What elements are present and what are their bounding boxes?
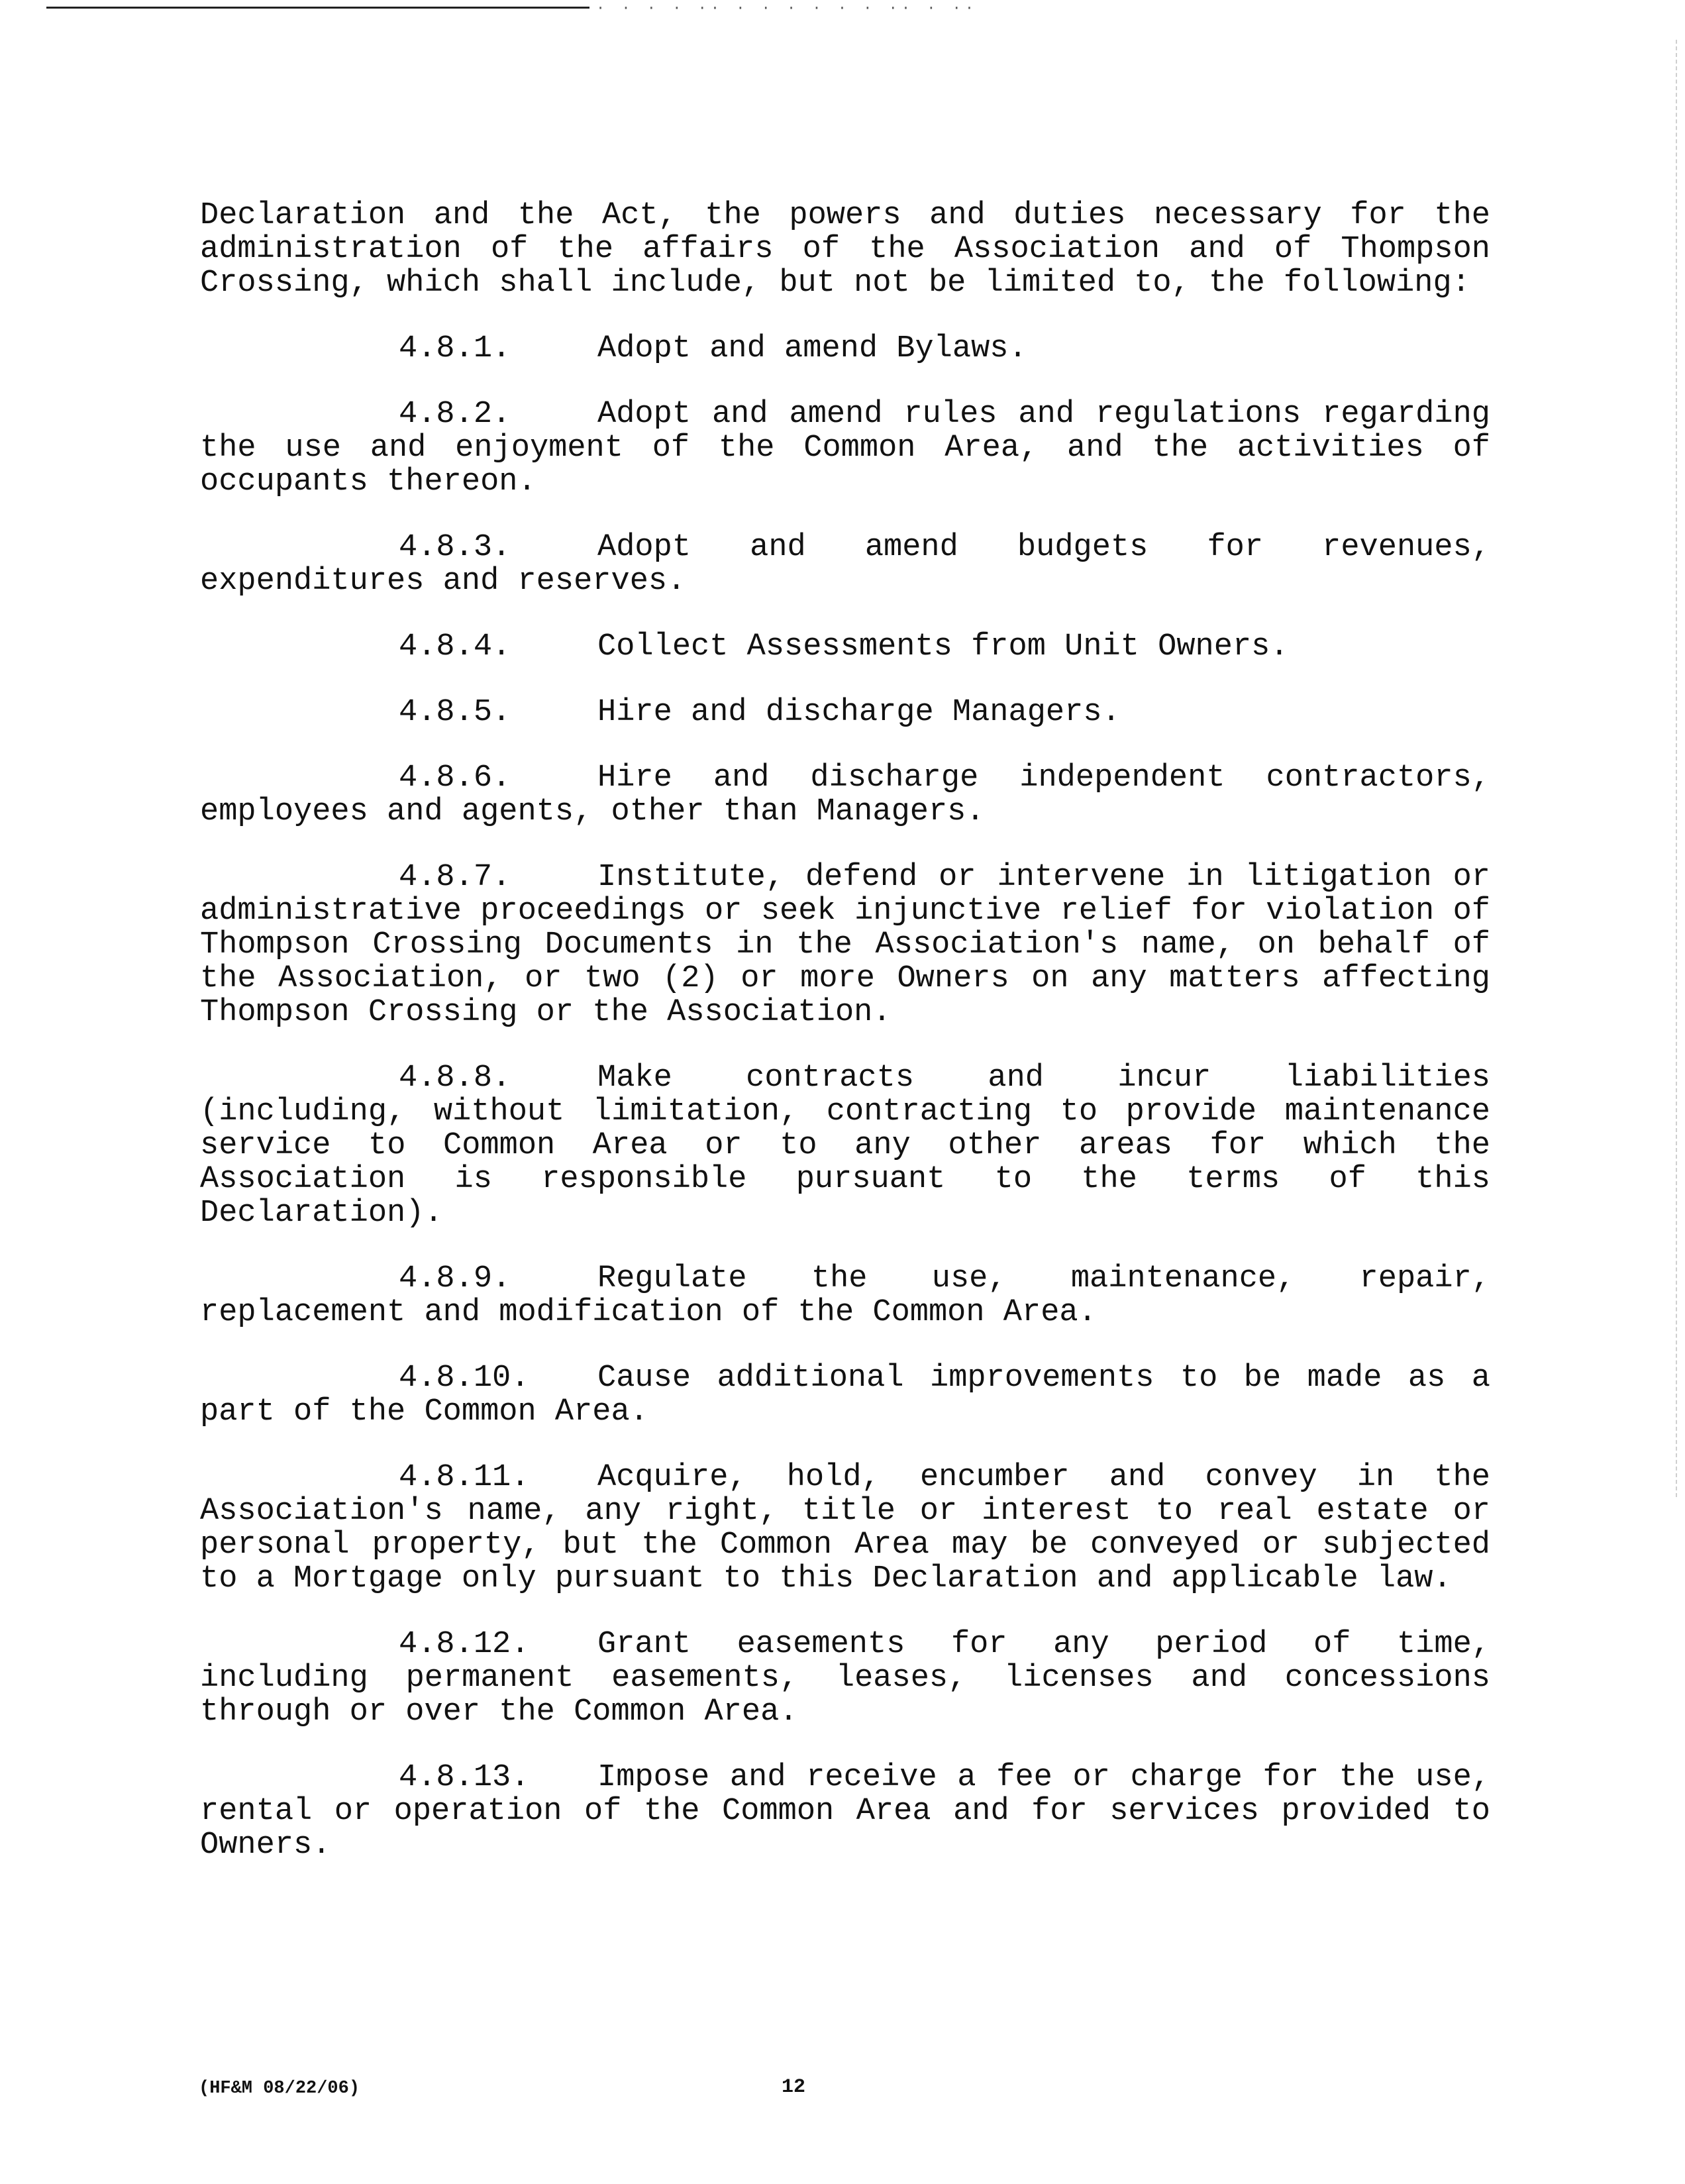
item-text: Cause additional improvements to be made as a part of the Common Area. (200, 1361, 1490, 1430)
list-item-4-8-8 (200, 1061, 1490, 1230)
list-item-4-8-7 (200, 860, 1490, 1029)
item-text: Grant easements for any period of time, including permanent easements, leases, licenses and concessions through or over the Common Area. (200, 1627, 1490, 1730)
list-item-4-8-10 (200, 1361, 1490, 1429)
item-text: Regulate the use, maintenance, repair, replacement and modification of the Common Area. (200, 1261, 1490, 1330)
item-text: Adopt and amend Bylaws. (597, 331, 1027, 366)
scan-artifact: · · · · ·· · · · · · · ·· · ·· (596, 0, 978, 17)
list-item-4-8-1 (200, 332, 1490, 366)
item-text: Adopt and amend budgets for revenues, expenditures and reserves. (200, 530, 1490, 599)
scan-top-rule (46, 7, 589, 9)
item-text: Hire and discharge Managers. (597, 695, 1121, 730)
item-number: 4.8.2. (399, 397, 511, 432)
item-text: Hire and discharge independent contractors, employees and agents, other than Managers. (200, 760, 1490, 829)
list-item-4-8-12 (200, 1628, 1490, 1729)
list-item-4-8-6 (200, 761, 1490, 829)
item-number: 4.8.9. (399, 1261, 511, 1296)
item-text: Collect Assessments from Unit Owners. (597, 629, 1289, 664)
list-item-4-8-11 (200, 1461, 1490, 1596)
list-item-4-8-3 (200, 531, 1490, 598)
item-text: Make contracts and incur liabilities (including, without limitation, contracting to provide maintenance service to Common Area or to any other areas for which the Association is responsible pursuant to the terms of this Declaration). (200, 1061, 1490, 1231)
item-number: 4.8.3. (399, 530, 511, 565)
item-text: Acquire, hold, encumber and convey in the Association's name, any right, title or interest to real estate or personal property, but the Common Area may be conveyed or subjected to a Mortgage only pursuant to this Declaration and applicable law. (200, 1460, 1490, 1596)
list-item-4-8-9 (200, 1262, 1490, 1329)
item-number: 4.8.12. (399, 1627, 530, 1662)
item-text: Impose and receive a fee or charge for the use, rental or operation of the Common Area and for services provided to Owners. (200, 1760, 1490, 1863)
item-number: 4.8.8. (399, 1061, 511, 1096)
list-item-4-8-5 (200, 696, 1490, 729)
item-number: 4.8.13. (399, 1760, 530, 1795)
document-page (200, 199, 1490, 1894)
list-item-4-8-4 (200, 630, 1490, 664)
list-item-4-8-13 (200, 1761, 1490, 1862)
list-item-4-8-2 (200, 397, 1490, 499)
footer-page-number: 12 (782, 2076, 806, 2099)
item-text: Adopt and amend rules and regulations regarding the use and enjoyment of the Common Area, and the activities of occupants thereon. (200, 397, 1490, 499)
item-text: Institute, defend or intervene in litigation or administrative proceedings or seek injunctive relief for violation of Thompson Crossing Documents in the Association's name, on behalf of the Association, or two (2) or more Owners on any matters affecting Thompson Crossing or the Association. (200, 860, 1490, 1030)
item-number: 4.8.11. (399, 1460, 530, 1495)
item-number: 4.8.10. (399, 1361, 530, 1396)
footer-document-code: (HF&M 08/22/06) (199, 2079, 360, 2099)
item-number: 4.8.1. (399, 331, 511, 366)
intro-paragraph: Declaration and the Act, the powers and duties necessary for the administration of the affairs of the Association and of Thompson Crossing, which shall include, but not be limited to, the following: (200, 198, 1490, 301)
item-number: 4.8.5. (399, 695, 511, 730)
item-number: 4.8.7. (399, 860, 511, 895)
scan-edge-artifact (1676, 40, 1677, 1497)
item-number: 4.8.6. (399, 760, 511, 796)
item-number: 4.8.4. (399, 629, 511, 664)
